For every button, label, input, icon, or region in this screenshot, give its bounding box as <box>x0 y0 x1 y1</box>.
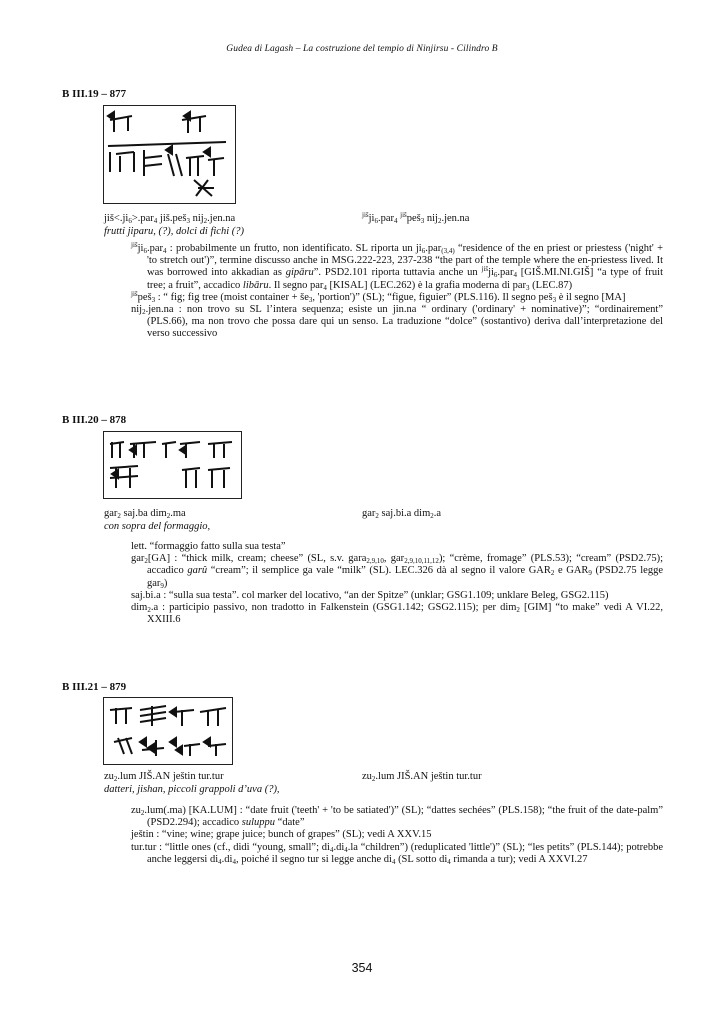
note-paragraph: ještin : “vine; wine; grape juice; bunch of grapes” (SL); vedi A XXV.15 <box>131 829 432 841</box>
note-paragraph: dim$_2$.a : participio passivo, non tradotto in Falkenstein (GSG1.142; GSG2.115); per dim$_2$ [GIM] “to make” vedi A VI.22, XXIII.6 <box>131 602 663 626</box>
page-number: 354 <box>351 961 373 975</box>
translation: con sopra del formaggio, <box>104 521 211 532</box>
cuneiform-sign-image <box>103 431 242 499</box>
note-paragraph: $zu_2.lum(.ma)$ [KA.LUM] : “date fruit ('teeth' + 'to be satiated')” (SL); “dattes sechées” (PLS.158); “the fruit of the date-palm” (PSD2.294); accadico suluppu “date” <box>131 805 663 829</box>
note-paragraph: gar$_2$[GA] : “thick milk, cream; cheese” (SL, s.v. gara$_{2,9,10}$, gar$_{2,9,10,11,12}$); “crème, fromage” (PLS.53); “cream” (PSD2.75); accadico garû “cream”; il semplice ga vale “milk” (SL). LEC.326 dà al segno il valore $GAR_2$ e $GAR_9$ (PSD2.75 legge gar$_9$) <box>131 553 663 590</box>
section-heading: B III.20 – 878 <box>62 414 127 426</box>
note-paragraph: lett. “formaggio fatto sulla sua testa” <box>131 541 286 552</box>
transliteration-right: $^{jiš}ji_6.par_4$ $^{jiš}$peš$_3$ nij$_2$.jen.na <box>362 211 470 225</box>
translation: datteri, jishan, piccoli grappoli d’uva (?), <box>104 784 280 795</box>
note-paragraph: $^{jiš}ji_6.par_4$ : probabilmente un frutto, non identificato. SL riporta un $ji_6.par_{(3,4)}$ “residence of the en priest or priestess ('night' + 'to stretch out')”, termine discusso anche in MSG.222-223, 237-238 “the part of the temple where the en-priestess lived. It was borrowed into akkadian as gipāru”. PSD2.101 riporta tuttavia anche un $^{jiš}ji_6.par_4$ [GIŠ.MI.NI.GIŠ] “a type of fruit tree; a fruit”, accadico libāru. Il segno par$_4$ [KISAL] (LEC.262) è la grafia moderna di par$_3$ (LEC.87) <box>131 241 663 292</box>
cuneiform-sign-image <box>103 697 233 765</box>
translation: frutti jiparu, (?), dolci di fichi (?) <box>104 226 244 237</box>
cuneiform-sign-image <box>103 105 236 204</box>
section-heading: B III.21 – 879 <box>62 681 127 693</box>
note-paragraph: $^{jiš}$peš$_3$ : “ fig; fig tree (moist container + $še_3$, 'portion')” (SL); “figue, figuier” (PLS.116). Il segno peš$_3$ è il segno [MA] <box>131 289 626 304</box>
section-heading: B III.19 – 877 <box>62 88 127 100</box>
commentary-notes <box>131 541 663 626</box>
note-paragraph: saj.bi.a : “sulla sua testa”. col marker del locativo, “an der Spitze” (unklar; GSG1.109; unklare Beleg, GSG2.115) <box>131 589 609 601</box>
transliteration-left: $zu_2.lum$ JIŠ.AN ještin tur.tur <box>104 771 224 783</box>
transliteration-right: $zu_2.lum$ JIŠ.AN ještin tur.tur <box>362 771 482 783</box>
note-paragraph: nij$_2$.jen.na : non trovo su SL l’intera sequenza; esiste un jin.na “ ordinary ('ordinary' + nominative)”; “ordinairement” (PLS.66), ma non trovo che possa dare qui un senso. La traduzione “dolce” (sostantivo) deriva dall’interpretazione del verso successivo <box>131 304 663 340</box>
commentary-notes <box>131 243 663 341</box>
transliteration-left: $jiš<.ji_6>.par_4$ jiš.peš$_3$ nij$_2$.jen.na <box>104 213 236 225</box>
running-header: Gudea di Lagash – La costruzione del tempio di Ninjirsu - Cilindro B <box>226 44 498 54</box>
commentary-notes <box>131 805 663 866</box>
transliteration-right: gar$_2$ saj.bi.a dim$_2$.a <box>362 508 442 520</box>
transliteration-left: gar$_2$ saj.ba dim$_2$.ma <box>104 508 186 520</box>
note-paragraph: tur.tur : “little ones (cf., didi “young, small”; $di_4.di_4.la$ “children”) (reduplicated 'little')” (SL); “les petits” (PLS.144); potrebbe anche leggersi $di_4.di_4$, poiché il segno tur si legge anche $di_4$ (SL sotto $di_4$ rimanda a tur); vedi A XXVI.27 <box>131 841 663 866</box>
